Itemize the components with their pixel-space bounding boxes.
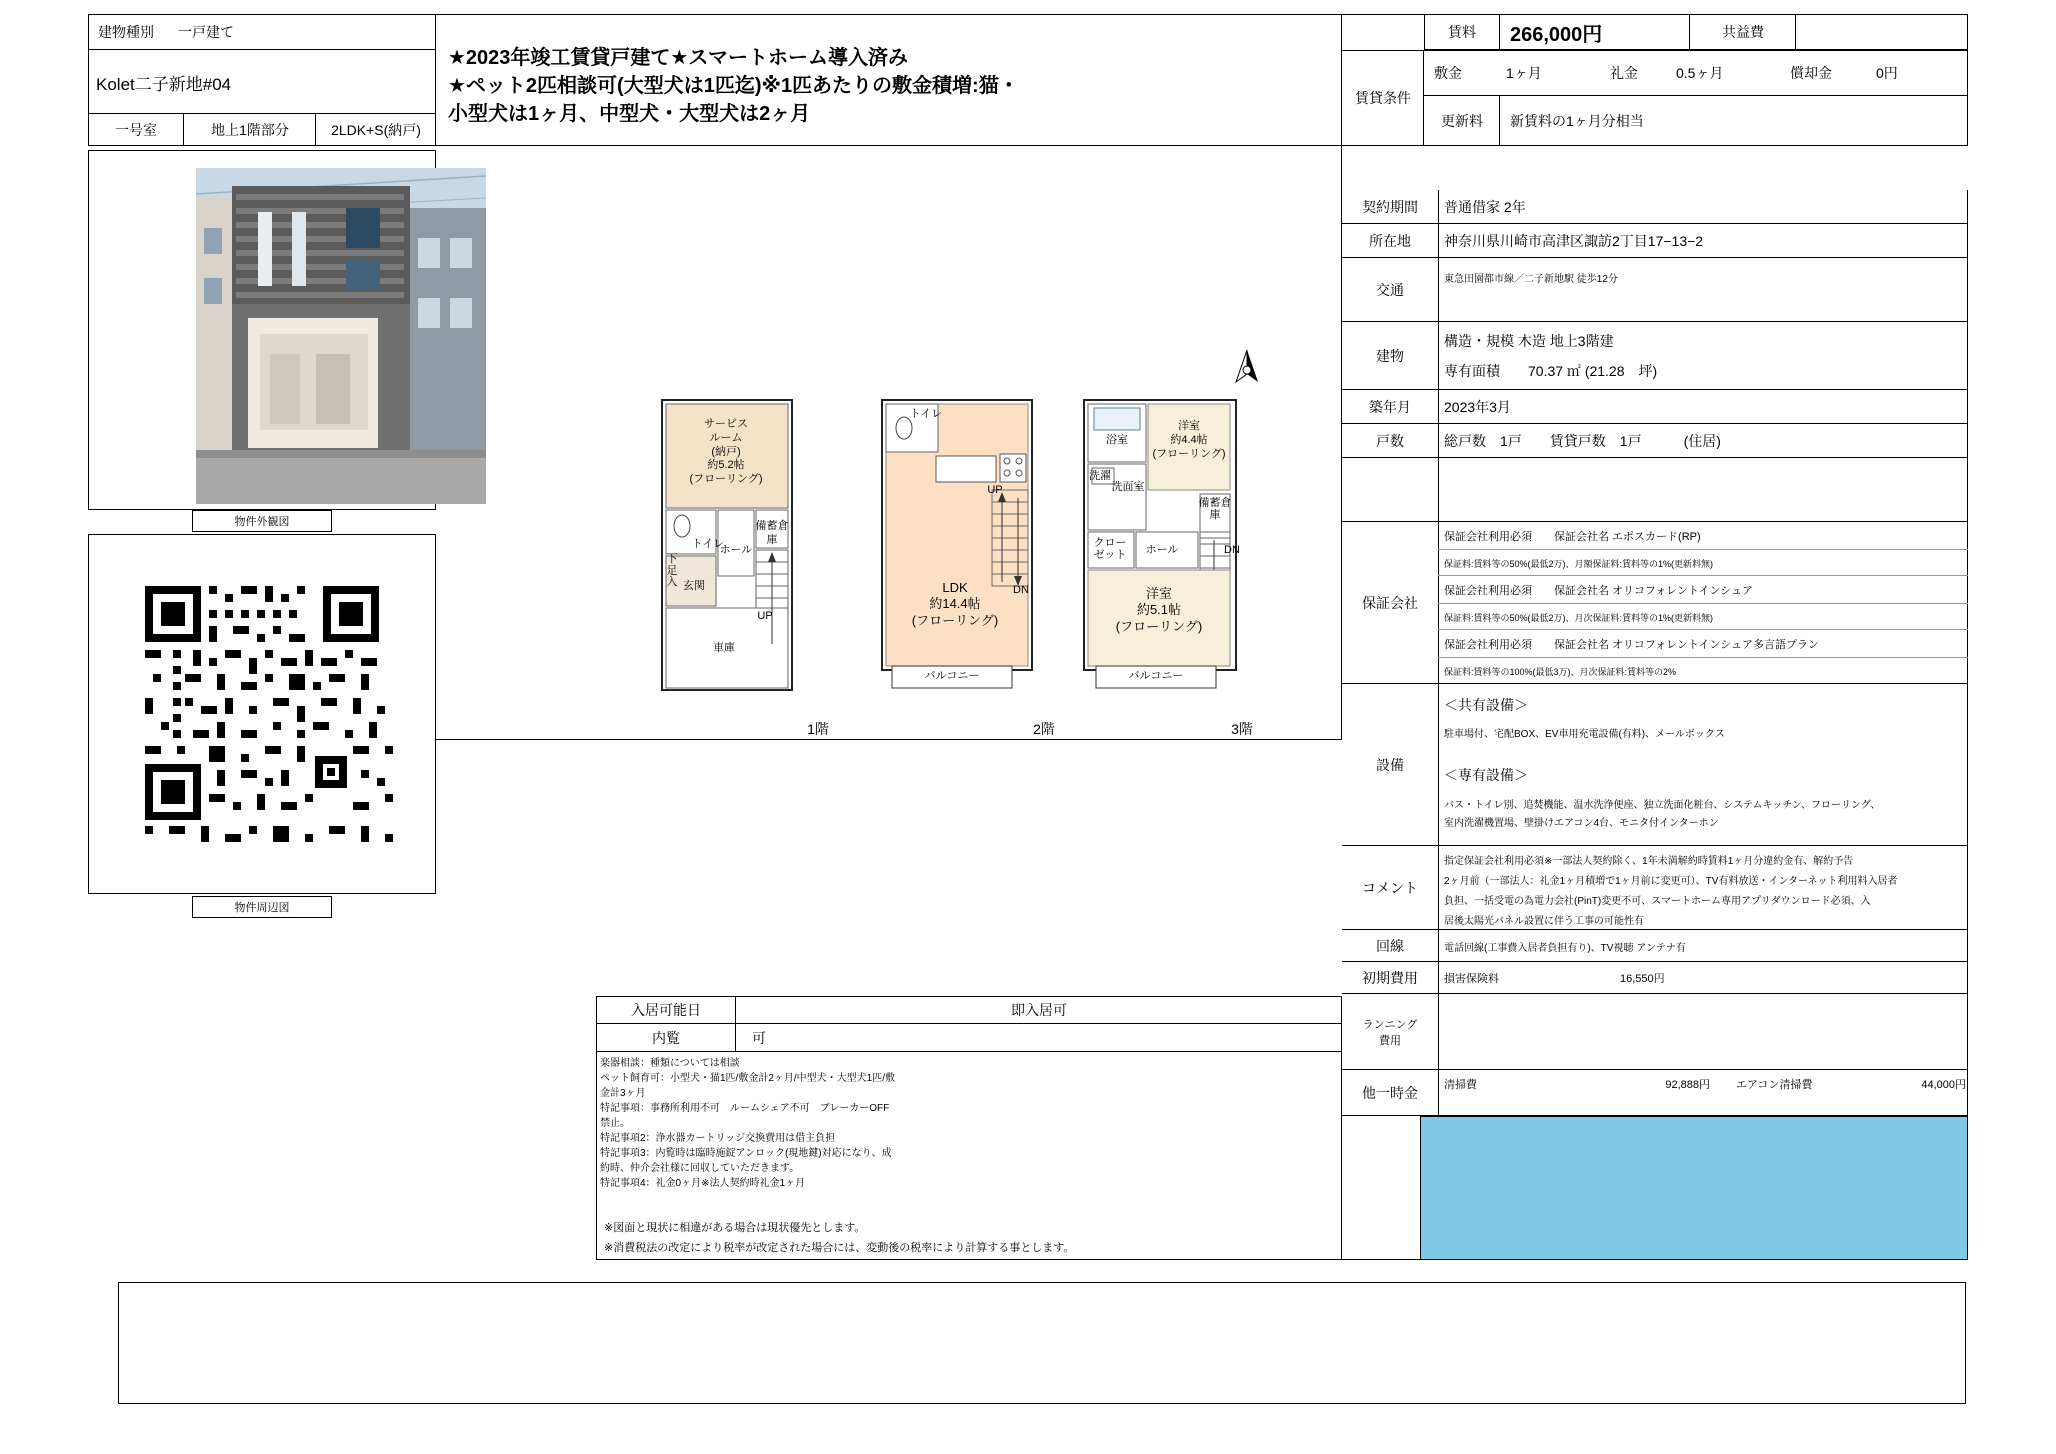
detail-label-5: 戸数 — [1376, 433, 1404, 449]
comment-line-1: 指定保証会社利用必須※一部法人契約除く、1年未満解約時賃料1ヶ月分違約金有、解約予告 — [1444, 855, 1854, 867]
viewing-value: 可 — [752, 1030, 766, 1046]
detail-value-0: 普通借家 2年 — [1444, 199, 1526, 215]
running-cost-label-line-1: ランニング — [1362, 1019, 1418, 1031]
terms-label: 賃貸条件 — [1355, 90, 1411, 106]
initial-cost-label: 初期費用 — [1362, 970, 1418, 986]
f1-shoe-label: 下足入 — [666, 553, 678, 589]
movein-value: 即入居可 — [1011, 1002, 1067, 1018]
equipment-label: 設備 — [1376, 757, 1404, 773]
f2-up-label: UP — [987, 484, 1003, 496]
detail-value-5: 総戸数 1戸 賃貸戸数 1戸 (住居) — [1444, 433, 1721, 449]
koushin-label: 更新料 — [1441, 113, 1483, 129]
detail-label-4: 築年月 — [1369, 399, 1411, 415]
f3-washer-label: 洗濯 — [1089, 470, 1111, 482]
equipment-private-title: ＜専有設備＞ — [1444, 767, 1528, 783]
other-cost-item-1: 清掃費 — [1444, 1079, 1477, 1091]
other-cost-divider — [1438, 1070, 1439, 1116]
equipment-shared-text: 駐車場付、宅配BOX、EV車用充電設備(有料)、メールボックス — [1444, 728, 1725, 740]
detail-label-3: 建物 — [1376, 348, 1404, 364]
guarantee-main-2: 保証会社利用必須 保証会社名 オリコフォレントインシュア多言語プラン — [1444, 639, 1819, 651]
equipment-private-text-2: 室内洗濯機置場、壁掛けエアコン4台、モニタ付インターホン — [1444, 817, 1719, 829]
f1-up-label: UP — [757, 610, 773, 622]
f3-south-room-label: 洋室 約5.1帖 (フローリング) — [1115, 586, 1203, 634]
viewing-label: 内覧 — [652, 1030, 680, 1046]
detail-label-2: 交通 — [1376, 282, 1404, 298]
map-caption: 物件周辺図 — [234, 902, 290, 914]
detail-row-blank — [1342, 458, 1968, 522]
note-3: 特記事項：事務所利用不可 ルームシェア不可 ブレーカーOFF — [600, 1103, 890, 1114]
reikin-value: 0.5ヶ月 — [1676, 65, 1724, 81]
detail-divider-5 — [1438, 424, 1439, 458]
footer-note-0: ※図面と現状に相違がある場合は現状優先とします。 — [604, 1222, 866, 1234]
kyoueki-value — [1796, 14, 1968, 50]
f1-storage-label: 備蓄倉庫 — [755, 520, 789, 546]
movein-label: 入居可能日 — [631, 1002, 701, 1018]
f2-ldk-label: LDK 約14.4帖 (フローリング) — [911, 580, 999, 628]
room-no-label: 一号室 — [115, 122, 157, 138]
running-cost-label-line-2: 費用 — [1379, 1035, 1401, 1047]
detail-divider-0 — [1438, 190, 1439, 224]
note-7: 約時、仲介会社様に回収していただきます。 — [600, 1163, 800, 1174]
other-cost-value-1: 92,888円 — [1665, 1079, 1710, 1091]
rent-label: 賃料 — [1448, 24, 1476, 40]
f1-service-room-label: サービス ルーム (納戸) 約5.2帖 (フローリング) — [689, 418, 763, 485]
other-cost-value-2: 44,000円 — [1921, 1079, 1966, 1091]
floor3-label: 3階 — [1231, 721, 1253, 737]
initial-cost-value: 16,550円 — [1620, 973, 1665, 985]
reikin-label: 礼金 — [1610, 65, 1638, 81]
note-4: 禁止。 — [600, 1118, 630, 1129]
detail-divider-3 — [1438, 322, 1439, 390]
f3-west-room-label: 洋室 約4.4帖 (フローリング) — [1152, 420, 1226, 460]
layout-label: 2LDK+S(納戸) — [331, 122, 421, 138]
guarantee-sub-1: 保証料:賃料等の50%(最低2万)、月次保証料:賃料等の1%(更新料無) — [1444, 612, 1714, 623]
detail-label-1: 所在地 — [1369, 233, 1411, 249]
lines-divider — [1438, 930, 1439, 962]
floorplan-3f — [1082, 398, 1282, 718]
detail-divider-blank — [1438, 458, 1439, 522]
f3-closet-label: クロー ゼット — [1093, 537, 1127, 561]
detail-divider-2 — [1438, 258, 1439, 322]
qr-code — [115, 552, 411, 862]
f3-dn-label: DN — [1224, 544, 1240, 556]
f3-balcony-label: バルコニー — [1128, 670, 1184, 682]
north-arrow-icon — [1230, 348, 1264, 390]
note-8: 特記事項4：礼金0ヶ月※法人契約時礼金1ヶ月 — [600, 1178, 806, 1189]
equipment-shared-title: ＜共有設備＞ — [1444, 697, 1528, 713]
f3-storage-label: 備蓄倉庫 — [1198, 497, 1232, 521]
comment-line-2: 2ヶ月前（一部法人：礼金1ヶ月積増で1ヶ月前に変更可）、TV有料放送・インターネット利用料入居者 — [1444, 875, 1898, 887]
floorplan-1f — [660, 398, 856, 718]
catch-line-2: ★ペット2匹相談可(大型犬は1匹迄)※1匹あたりの敷金積増:猫・ — [448, 74, 1019, 97]
detail-value-4: 2023年3月 — [1444, 399, 1511, 415]
f1-toilet-label: トイレ — [691, 538, 725, 550]
detail-value-3: 構造・規模 木造 地上3階建 — [1444, 333, 1614, 349]
note-0: 楽器相談：種類については相談 — [600, 1058, 740, 1069]
highlight-block — [1420, 1116, 1968, 1260]
catch-line-3: 小型犬は1ヶ月、中型犬・大型犬は2ヶ月 — [448, 102, 811, 125]
lines-value: 電話回線(工事費入居者負担有り)、TV視聴 アンテナ有 — [1444, 942, 1686, 954]
lines-label: 回線 — [1376, 938, 1404, 954]
shikikin-label: 敷金 — [1434, 65, 1462, 81]
detail-value-2: 東急田園都市線／二子新地駅 徒歩12分 — [1444, 273, 1618, 285]
footer-note-1: ※消費税法の改定により税率が改定された場合には、変動後の税率により計算する事とします。 — [604, 1242, 1075, 1254]
guarantee-label: 保証会社 — [1362, 595, 1418, 611]
catch-line-1: ★2023年竣工賃貸戸建て★スマートホーム導入済み — [448, 46, 908, 69]
comment-line-4: 居後太陽光パネル設置に伴う工事の可能性有 — [1444, 915, 1644, 927]
note-5: 特記事項2：浄水器カートリッジ交換費用は借主負担 — [600, 1133, 836, 1144]
floor1-label: 1階 — [807, 721, 829, 737]
floor2-label: 2階 — [1033, 721, 1055, 737]
shikikin-value: 1ヶ月 — [1506, 65, 1542, 81]
rent-value: 266,000円 — [1510, 23, 1603, 46]
property-name: Kolet二子新地#04 — [96, 74, 232, 94]
f3-washroom-label: 洗面室 — [1111, 481, 1145, 493]
bottom-blank-box — [118, 1282, 1966, 1404]
guarantee-sub-2: 保証料:賃料等の100%(最低3万)、月次保証料:賃料等の2% — [1444, 666, 1677, 677]
f2-toilet-label: トイレ — [909, 408, 943, 420]
f1-hall-label: ホール — [719, 544, 753, 556]
shokyaku-label: 償却金 — [1790, 65, 1832, 81]
running-cost-label — [1342, 994, 1438, 1070]
f3-hall-label: ホール — [1145, 544, 1179, 556]
detail-divider-4 — [1438, 390, 1439, 424]
kyoueki-label: 共益費 — [1722, 24, 1764, 40]
detail-value-3b: 専有面積 70.37 ㎡ (21.28 坪) — [1444, 363, 1658, 379]
comment-divider — [1438, 846, 1439, 930]
equipment-divider — [1438, 684, 1439, 846]
floor-label: 地上1階部分 — [211, 122, 289, 138]
other-cost-item-2: エアコン清掃費 — [1736, 1079, 1813, 1091]
detail-divider-1 — [1438, 224, 1439, 258]
shokyaku-value: 0円 — [1876, 65, 1898, 81]
building-type-value: 一戸建て — [178, 24, 234, 40]
f3-bath-label: 浴室 — [1106, 434, 1128, 446]
other-cost-label: 他一時金 — [1362, 1085, 1418, 1101]
comment-line-3: 負担、一括受電の為電力会社(PinT)変更不可、スマートホーム専用アプリダウンロード必須、入 — [1444, 895, 1871, 907]
guarantee-sub-0: 保証料:賃料等の50%(最低2万)、月額保証料:賃料等の1%(更新料無) — [1444, 558, 1714, 569]
f2-balcony-label: バルコニー — [924, 670, 980, 682]
exterior-caption: 物件外観図 — [234, 516, 290, 528]
detail-label-0: 契約期間 — [1362, 199, 1418, 215]
note-6: 特記事項3：内覧時は臨時施錠アンロック(現地鍵)対応になり、成 — [600, 1148, 892, 1159]
guarantee-main-0: 保証会社利用必須 保証会社名 エポスカード(RP) — [1444, 531, 1701, 543]
koushin-value: 新賃料の1ヶ月分相当 — [1510, 113, 1644, 129]
initial-cost-divider — [1438, 962, 1439, 994]
note-1: ペット飼育可：小型犬・猫1匹/敷金計2ヶ月/中型犬・大型犬1匹/敷 — [600, 1073, 896, 1084]
initial-cost-item: 損害保険料 — [1444, 973, 1499, 985]
detail-value-1: 神奈川県川崎市高津区諏訪2丁目17−13−2 — [1444, 233, 1704, 249]
equipment-private-text-1: バス・トイレ別、追焚機能、温水洗浄便座、独立洗面化粧台、システムキッチン、フローリング、 — [1444, 799, 1881, 811]
running-cost-divider — [1438, 994, 1439, 1070]
f2-dn-label: DN — [1013, 584, 1029, 596]
guarantee-main-1: 保証会社利用必須 保証会社名 オリコフォレントインシュア — [1444, 585, 1753, 597]
note-2: 金計3ヶ月 — [600, 1088, 646, 1099]
comment-label: コメント — [1362, 880, 1418, 896]
floorplan-2f — [880, 398, 1080, 718]
f1-garage-label: 車庫 — [713, 642, 735, 654]
f1-entrance-label: 玄関 — [683, 580, 705, 592]
building-type-label: 建物種別 — [98, 24, 154, 40]
